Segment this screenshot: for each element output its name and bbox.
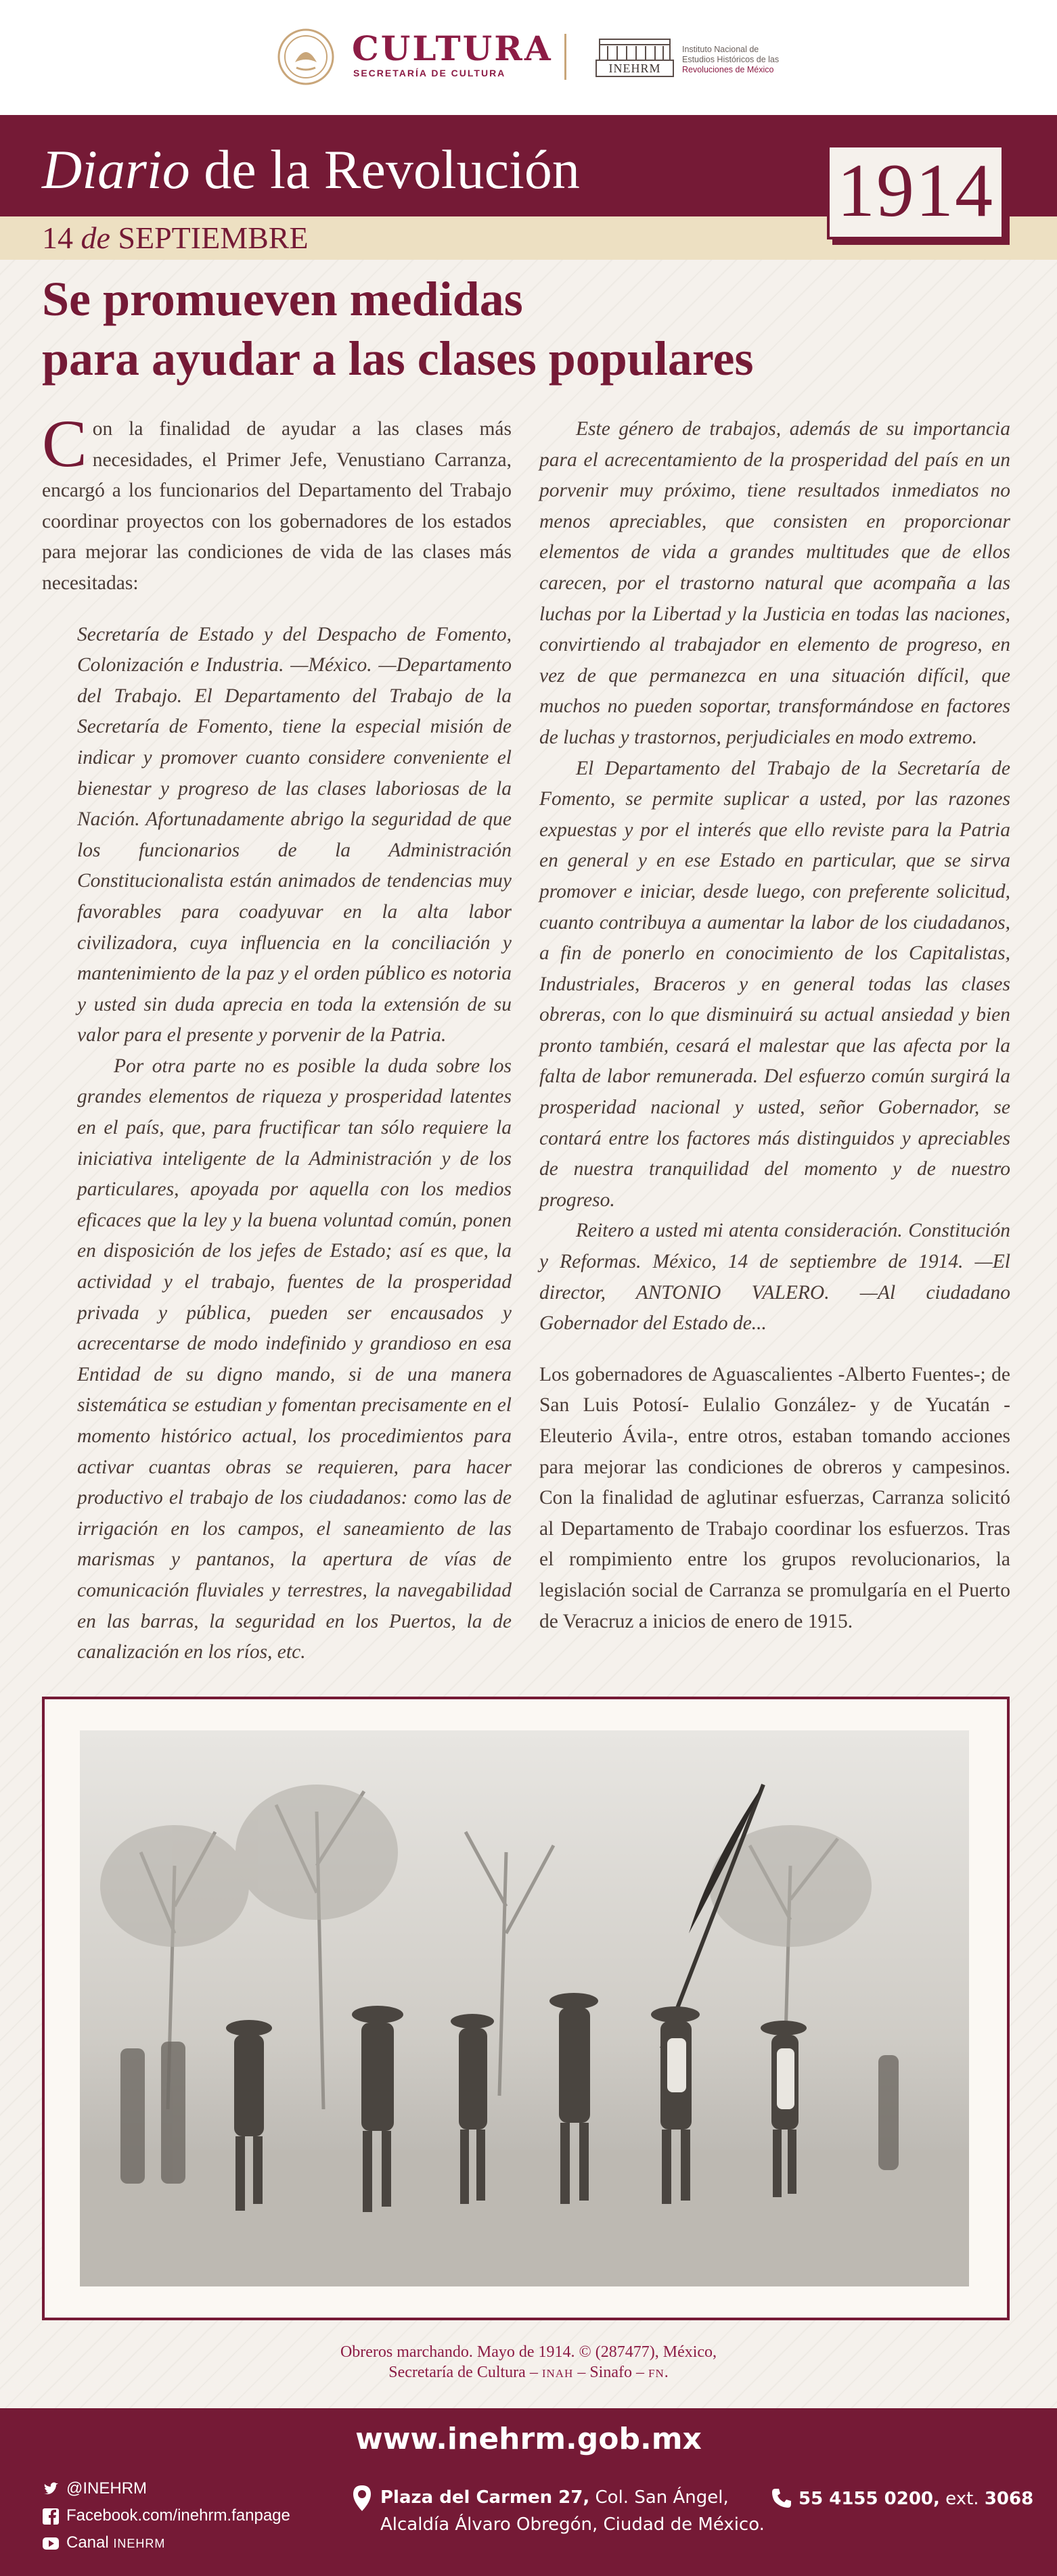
twitter-icon: [42, 2481, 60, 2498]
date-month: SEPTIEMBRE: [118, 221, 309, 255]
publication-title-rest: de la Revolución: [189, 139, 580, 200]
phone-main: 55 4155 0200,: [799, 2489, 940, 2509]
inehrm-tagline-3: Revoluciones de México: [682, 65, 774, 74]
address-line-1: [380, 2484, 729, 2511]
brand-name: CULTURA: [352, 28, 553, 68]
caption-line-1: Obreros marchando. Mayo de 1914. © (287477), México,: [340, 2343, 717, 2361]
inehrm-tagline-1: Instituto Nacional de: [682, 45, 759, 54]
article-date: [42, 218, 309, 258]
left-column: [42, 406, 512, 1668]
youtube-link[interactable]: [42, 2533, 165, 2554]
year-badge: 1914: [827, 145, 1004, 239]
date-connector: de: [73, 221, 118, 255]
phone-ext-label: ext.: [939, 2489, 985, 2509]
publication-title-italic: Diario: [42, 139, 190, 200]
headline-line-2: para ayudar a las clases populares: [42, 331, 754, 386]
closing-paragraph: Los gobernadores de Aguascalientes -Alberto Fuentes-; de San Luis Potosí- Eulalio González- y de Yucatán -Eleuterio Ávila-, entre otros, estaban tomando acciones para mejorar las condiciones de obreros y campesinos. Con la finalidad de aglutinar esfuerzas, Carranza solicitó al Departamento de Trabajo coordinar los esfuerzos. Tras el rompimiento entre los grupos revolucionarios, la legislación social de Carranza se promulgaría en el Puerto de Veracruz a inicios de enero de 1915.: [539, 1363, 1010, 1632]
quote-paragraph-1: Secretaría de Estado y del Despacho de Fomento, Colonización e Industria. —México. —Departamento del Trabajo. El Departamento del Trabajo de la Secretaría de Fomento, tiene la especial misión de indicar y promover cuanto considere conveniente el bienestar y progreso de las clases laboriosas de la Nación. Afortunadamente abrigo la seguridad de que los funcionarios de la Administración Constitucionalista están animados de tendencias muy favorables para coadyuvar en la alta labor civilizadora, cuya influencia en la conciliación y mantenimiento de la paz y el orden público es notoria y usted sin duda aprecia en toda la extensión de su valor para el presente y porvenir de la Patria.: [77, 623, 512, 1046]
address-colonia: Col. San Ángel,: [589, 2487, 729, 2508]
seal-icon: [276, 27, 336, 87]
facebook-url: Facebook.com/inehrm.fanpage: [66, 2506, 290, 2525]
facebook-link[interactable]: [42, 2506, 290, 2526]
website-link[interactable]: www.inehrm.gob.mx: [355, 2422, 702, 2456]
intro-text: on la finalidad de ayudar a las clases más necesidades, el Primer Jefe, Venustiano Carranza, encargó a los funcionarios del Departamento del Trabajo coordinar proyectos con los gobernadores de los estados para mejorar las condiciones de vida de las clases más necesitadas:: [42, 418, 512, 594]
twitter-link[interactable]: [42, 2479, 147, 2499]
right-column: [539, 414, 1010, 1637]
inehrm-tagline-2: Estudios Históricos de las: [682, 55, 780, 64]
date-day: 14: [42, 221, 73, 255]
address-line-2: Alcaldía Álvaro Obregón, Ciudad de México.: [380, 2514, 765, 2535]
phone-number[interactable]: [799, 2485, 1033, 2512]
logo-divider: [564, 34, 566, 80]
photo-caption: [0, 2342, 1057, 2384]
drop-cap: C: [42, 406, 87, 481]
caption-line-2: [0, 2362, 1057, 2384]
quote-paragraph-3: Este género de trabajos, además de su importancia para el acrecentamiento de la prosperidad del país en un porvenir muy próximo, tiene resultados inmediatos no menos apreciables, que consisten en proporcionar elementos de vida a grandes multitudes que de ellos carecen, por el trastorno natural que acompaña a las luchas por la Libertad y la Justicia en todas las naciones, convirtiendo al trabajador en elemento de progreso, en vez de que permanezca en una situación difícil, que muchos no pueden soportar, transformándose en factores de luchas y trastornos, perjudiciales en modo extremo.: [539, 418, 1010, 748]
caption-inah: INAH: [541, 2367, 574, 2380]
youtube-icon: [42, 2535, 60, 2552]
brand-subtitle: SECRETARÍA DE CULTURA: [353, 68, 506, 78]
address-street: Plaza del Carmen 27,: [380, 2487, 590, 2508]
publication-title: [42, 139, 580, 200]
quoted-letter-start: [42, 620, 512, 1668]
quote-paragraph-5: Reitero a usted mi atenta consideración. Constitución y Reformas. México, 14 de septiembre de 1914. —El director, ANTONIO VALERO. —Al ciudadano Gobernador del Estado de...: [539, 1220, 1010, 1335]
headline: [42, 269, 1016, 388]
inehrm-logo-text: INEHRM: [595, 60, 674, 77]
quote-paragraph-2: Por otra parte no es posible la duda sobre los grandes elementos de riqueza y prosperidad latentes en el país, que, para fructificar tan sólo requiere la iniciativa inteligente de la Administración y de los particulares, apoyada por aquella con los medios eficaces que la ley y la buena voluntad común, ponen en disposición de los jefes de Estado; así es que, la actividad y el trabajo, fuentes de la prosperidad privada y pública, pueden ser encausados y acrecentarse de modo indefinido y grandioso en esa Entidad de su digno mando, si de una manera sistemática se estudian y fomentan precisamente en el momento histórico actual, los procedimientos para activar cuantas obras se requieren, para hacer productivo el trabajo de los ciudadanos: como las de irrigación en los campos, el saneamiento de las marismas y pantanos, la apertura de vías de comunicación fluviales y terrestres, la navegabilidad en las barras, la seguridad en los Puertos, la de canalización en los ríos, etc.: [77, 1055, 512, 1663]
youtube-channel: INEHRM: [113, 2537, 166, 2550]
caption-line-2-b: – Sinafo –: [573, 2364, 648, 2381]
phone-icon: [770, 2487, 793, 2510]
historical-photo: [80, 1730, 969, 2286]
caption-fn: FN: [648, 2367, 665, 2380]
youtube-label: Canal: [66, 2533, 114, 2552]
twitter-handle: @INEHRM: [66, 2479, 148, 2498]
facebook-icon: [42, 2508, 60, 2525]
phone-ext-number: 3068: [984, 2489, 1034, 2509]
caption-line-2-a: Secretaría de Cultura –: [388, 2364, 542, 2381]
headline-line-1: Se promueven medidas: [42, 272, 523, 326]
quote-paragraph-4: El Departamento del Trabajo de la Secretaría de Fomento, se permite suplicar a usted, por las razones expuestas y por el interés que ello reviste para la Patria en general y en ese Estado en particular, que se sirva promover e iniciar, desde luego, con preferente solicitud, cuanto contribuya a aumentar la labor de los ciudadanos, a fin de ponerlo en conocimiento de los Capitalistas, Industriales, Braceros y en general todas las clases obreras, con lo que disminuirá su actual ansiedad y bien pronto también, cesará el malestar que las afecta por la falta de labor remunerada. Del esfuerzo común surgirá la prosperidad nacional y usted, señor Gobernador, se contará entre los factores más distinguidos y apreciables de nuestra tranquilidad del momento y de nuestro progreso.: [539, 757, 1010, 1211]
location-pin-icon: [352, 2484, 372, 2512]
intro-paragraph: [42, 406, 512, 599]
caption-line-2-c: .: [664, 2364, 669, 2381]
